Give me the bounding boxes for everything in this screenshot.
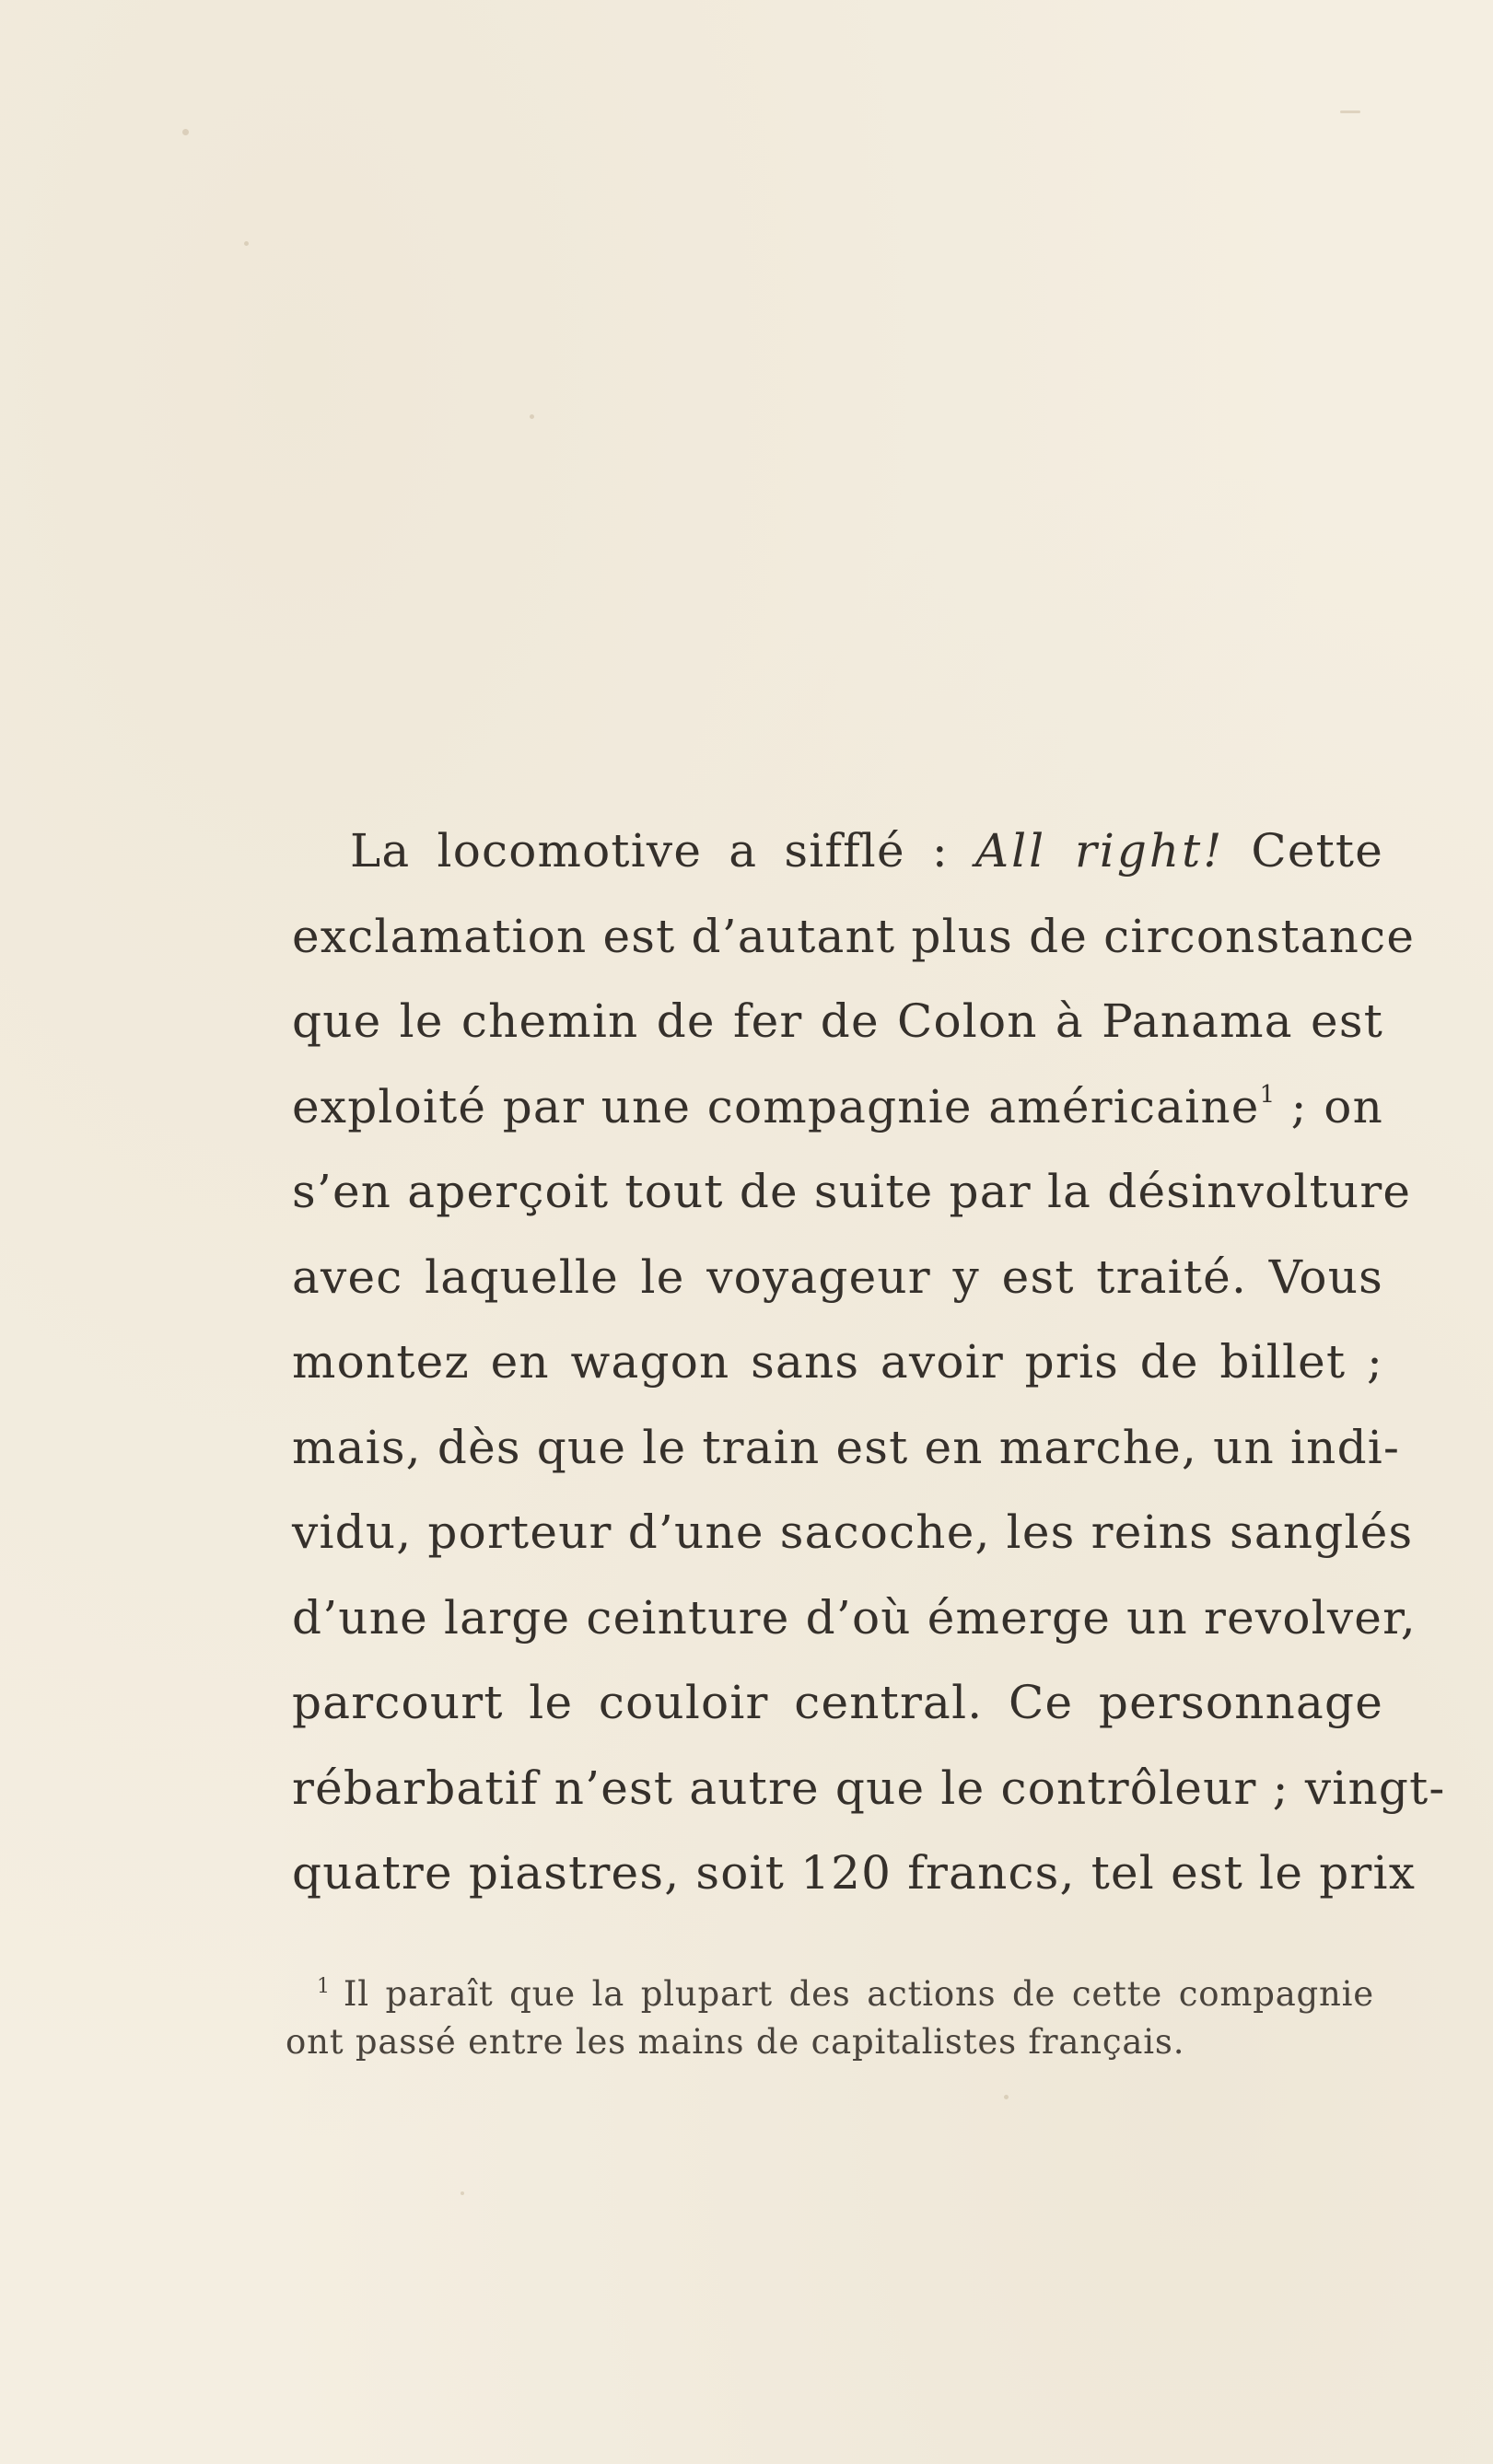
text-line: avec laquelle le voyageur y est traité. Vous (292, 1249, 1383, 1304)
footnote (286, 1970, 1374, 2066)
footnote-reference[interactable]: 1 (1259, 1080, 1276, 1109)
paper-speck (244, 241, 249, 246)
paper-speck (1004, 2095, 1009, 2099)
body-paragraph (292, 808, 1446, 1916)
text-line: La locomotive a sifflé : All right! Cette (350, 824, 1384, 878)
italic-phrase: All right! (975, 824, 1225, 878)
text-line: d’une large ceinture d’où émerge un revolver, (292, 1590, 1417, 1645)
footnote-line: $^1$ Il paraît que la plupart des actions de cette compagnie (317, 1974, 1374, 2014)
footnote-line: ont passé entre les mains de capitalistes français. (286, 2022, 1185, 2062)
text-line: exclamation est d’autant plus de circonstance (292, 909, 1416, 963)
text-line: rébarbatif n’est autre que le contrôleur ; vingt- (292, 1761, 1446, 1815)
paper-speck (530, 414, 534, 419)
paper-speck (182, 129, 189, 135)
text-line: quatre piastres, soit 120 francs, tel est le prix (292, 1846, 1417, 1900)
text-line: s’en aperçoit tout de suite par la désinvolture (292, 1165, 1412, 1218)
paper-speck (461, 2191, 464, 2195)
paper-speck (1340, 110, 1360, 113)
text-line: exploité par une compagnie américaine$^1$ ; on (292, 1079, 1383, 1133)
text-line: que le chemin de fer de Colon à Panama est (292, 994, 1383, 1048)
text-line: vidu, porteur d’une sacoche, les reins sanglés (292, 1505, 1414, 1559)
text-line: parcourt le couloir central. Ce personnage (292, 1676, 1383, 1729)
text-line: montez en wagon sans avoir pris de billet ; (292, 1335, 1383, 1389)
text-line: mais, dès que le train est en marche, un indi- (292, 1420, 1401, 1474)
footnote-marker: 1 (317, 1975, 331, 1998)
